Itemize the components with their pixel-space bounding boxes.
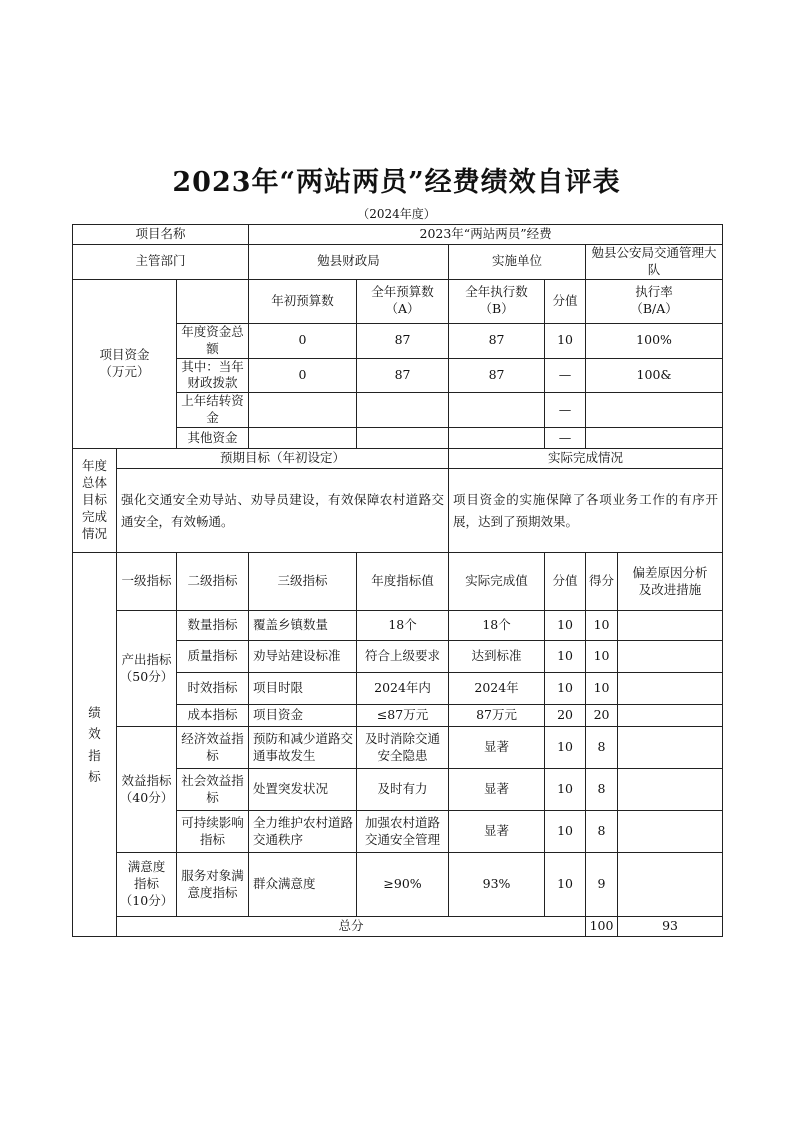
indicator-note — [618, 673, 723, 705]
output-label-line1: 产出指标 — [121, 651, 172, 667]
expected-goal-text: 强化交通安全劝导站、劝导员建设，有效保障农村道路交通安全，有效畅通。 — [117, 469, 449, 553]
indicator-actual: 显著 — [449, 727, 545, 769]
indicator-target: 2024年内 — [357, 673, 449, 705]
fund-name: 其他资金 — [177, 428, 249, 449]
performance-label — [73, 553, 117, 937]
fund-initial: 0 — [249, 358, 357, 393]
indicator-value: 20 — [545, 705, 586, 727]
indicator-level2: 可持续影响指标 — [177, 811, 249, 853]
project-name-value: 2023年“两站两员”经费 — [249, 225, 723, 245]
indicator-target: 加强农村道路交通安全管理 — [357, 811, 449, 853]
indicator-row — [73, 853, 723, 917]
dept-label: 主管部门 — [73, 245, 249, 280]
fund-value: 10 — [545, 323, 586, 358]
satisfaction-label-line3: （10分） — [119, 892, 174, 908]
indicator-note — [618, 641, 723, 673]
indicator-note — [618, 811, 723, 853]
self-evaluation-table — [72, 224, 723, 937]
annual-budget-header — [357, 279, 449, 323]
indicator-level2: 服务对象满意度指标 — [177, 853, 249, 917]
indicator-target: 及时消除交通安全隐患 — [357, 727, 449, 769]
fund-annual — [357, 428, 449, 449]
total-score: 93 — [618, 917, 723, 937]
fund-name: 其中：当年财政拨款 — [177, 358, 249, 393]
fund-name: 上年结转资金 — [177, 393, 249, 428]
indicator-level2: 社会效益指标 — [177, 769, 249, 811]
indicator-level3: 覆盖乡镇数量 — [249, 611, 357, 641]
funds-header-row — [73, 279, 723, 323]
fund-executed — [449, 428, 545, 449]
project-name-label: 项目名称 — [73, 225, 249, 245]
indicator-level2: 成本指标 — [177, 705, 249, 727]
indicator-actual: 18个 — [449, 611, 545, 641]
funds-label-line1: 项目资金 — [99, 347, 150, 362]
indicator-score: 10 — [586, 641, 618, 673]
satisfaction-indicator-label — [117, 853, 177, 917]
level1-header: 一级指标 — [117, 553, 177, 611]
indicator-row — [73, 611, 723, 641]
score-value-header: 分值 — [545, 279, 586, 323]
report-year: （2024年度） — [357, 207, 436, 221]
expected-goal-header: 预期目标（年初设定） — [117, 449, 449, 469]
annual-exec-header — [449, 279, 545, 323]
fund-rate: 100% — [586, 323, 723, 358]
indicator-score: 8 — [586, 811, 618, 853]
annual-exec-header-line1: 全年执行数 — [465, 284, 528, 300]
indicator-note — [618, 705, 723, 727]
performance-label-text: 绩效指标 — [88, 705, 101, 784]
indicator-target: ≥90% — [357, 853, 449, 917]
indicator-level2: 质量指标 — [177, 641, 249, 673]
indicator-level2: 时效指标 — [177, 673, 249, 705]
target-header: 年度指标值 — [357, 553, 449, 611]
dept-value: 勉县财政局 — [249, 245, 449, 280]
fund-initial — [249, 393, 357, 428]
indicator-level3: 群众满意度 — [249, 853, 357, 917]
indicator-level2: 数量指标 — [177, 611, 249, 641]
level3-header: 三级指标 — [249, 553, 357, 611]
exec-rate-header — [586, 279, 723, 323]
indicator-level3: 预防和减少道路交通事故发生 — [249, 727, 357, 769]
indicator-level3: 项目时限 — [249, 673, 357, 705]
fund-value: — — [545, 358, 586, 393]
indicator-actual: 显著 — [449, 769, 545, 811]
indicator-note — [618, 769, 723, 811]
indicator-value: 10 — [545, 727, 586, 769]
fund-executed: 87 — [449, 323, 545, 358]
benefit-label-line2: （40分） — [119, 789, 174, 805]
deviation-header-line1: 偏差原因分析 — [632, 564, 708, 580]
indicator-actual: 93% — [449, 853, 545, 917]
indicator-note — [618, 727, 723, 769]
actual-goal-text: 项目资金的实施保障了各项业务工作的有序开展，达到了预期效果。 — [449, 469, 723, 553]
deviation-header-line2: 及改进措施 — [638, 581, 702, 597]
indicator-actual: 2024年 — [449, 673, 545, 705]
annual-exec-header-line2: （B） — [479, 301, 514, 317]
funds-label-line2: （万元） — [99, 363, 150, 379]
indicator-value: 10 — [545, 853, 586, 917]
fund-rate — [586, 393, 723, 428]
indicator-value: 10 — [545, 673, 586, 705]
fund-value: — — [545, 428, 586, 449]
goals-header-row — [73, 449, 723, 469]
annual-budget-header-line2: （A） — [385, 301, 420, 317]
funds-header-blank — [177, 279, 249, 323]
indicator-target: ≤87万元 — [357, 705, 449, 727]
indicator-level3: 处置突发状况 — [249, 769, 357, 811]
indicator-target: 18个 — [357, 611, 449, 641]
annual-budget-header-line1: 全年预算数 — [371, 284, 434, 300]
value-header: 分值 — [545, 553, 586, 611]
goals-content-row — [73, 469, 723, 553]
indicator-note — [618, 853, 723, 917]
deviation-header — [618, 553, 723, 611]
fund-rate — [586, 428, 723, 449]
output-label-line2: （50分） — [119, 668, 174, 684]
indicator-level3: 全力维护农村道路交通秩序 — [249, 811, 357, 853]
indicator-value: 10 — [545, 769, 586, 811]
indicator-level3: 劝导站建设标准 — [249, 641, 357, 673]
fund-initial — [249, 428, 357, 449]
indicator-score: 9 — [586, 853, 618, 917]
department-row — [73, 245, 723, 280]
actual-goal-header: 实际完成情况 — [449, 449, 723, 469]
exec-rate-header-line2: （B/A） — [630, 301, 678, 317]
total-value: 100 — [586, 917, 618, 937]
actual-header: 实际完成值 — [449, 553, 545, 611]
indicator-value: 10 — [545, 641, 586, 673]
indicator-value: 10 — [545, 811, 586, 853]
initial-budget-header: 年初预算数 — [249, 279, 357, 323]
indicator-actual: 显著 — [449, 811, 545, 853]
satisfaction-label-line1: 满意度 — [127, 859, 166, 875]
indicator-level2: 经济效益指标 — [177, 727, 249, 769]
indicator-actual: 达到标准 — [449, 641, 545, 673]
indicator-value: 10 — [545, 611, 586, 641]
page-title: 2023年“两站两员”经费绩效自评表 — [172, 167, 621, 198]
unit-value: 勉县公安局交通管理大队 — [586, 245, 723, 280]
fund-value: — — [545, 393, 586, 428]
output-indicator-label — [117, 611, 177, 727]
funds-label — [73, 279, 177, 448]
fund-annual: 87 — [357, 358, 449, 393]
total-label: 总分 — [117, 917, 586, 937]
performance-header-row — [73, 553, 723, 611]
indicator-level3: 项目资金 — [249, 705, 357, 727]
unit-label: 实施单位 — [449, 245, 586, 280]
indicator-target: 及时有力 — [357, 769, 449, 811]
indicator-target: 符合上级要求 — [357, 641, 449, 673]
fund-executed: 87 — [449, 358, 545, 393]
level2-header: 二级指标 — [177, 553, 249, 611]
indicator-score: 8 — [586, 727, 618, 769]
exec-rate-header-line1: 执行率 — [635, 284, 673, 300]
indicator-score: 10 — [586, 673, 618, 705]
goals-label: 年度总体目标完成情况 — [73, 449, 117, 553]
indicator-score: 10 — [586, 611, 618, 641]
indicator-actual: 87万元 — [449, 705, 545, 727]
indicator-note — [618, 611, 723, 641]
benefit-label-line1: 效益指标 — [121, 772, 172, 788]
satisfaction-label-line2: 指标 — [133, 876, 159, 892]
fund-name: 年度资金总额 — [177, 323, 249, 358]
total-row — [73, 917, 723, 937]
project-name-row — [73, 225, 723, 245]
fund-annual: 87 — [357, 323, 449, 358]
score-header: 得分 — [586, 553, 618, 611]
fund-executed — [449, 393, 545, 428]
indicator-row — [73, 727, 723, 769]
fund-rate: 100& — [586, 358, 723, 393]
indicator-score: 20 — [586, 705, 618, 727]
fund-initial: 0 — [249, 323, 357, 358]
benefit-indicator-label — [117, 727, 177, 853]
indicator-score: 8 — [586, 769, 618, 811]
fund-annual — [357, 393, 449, 428]
